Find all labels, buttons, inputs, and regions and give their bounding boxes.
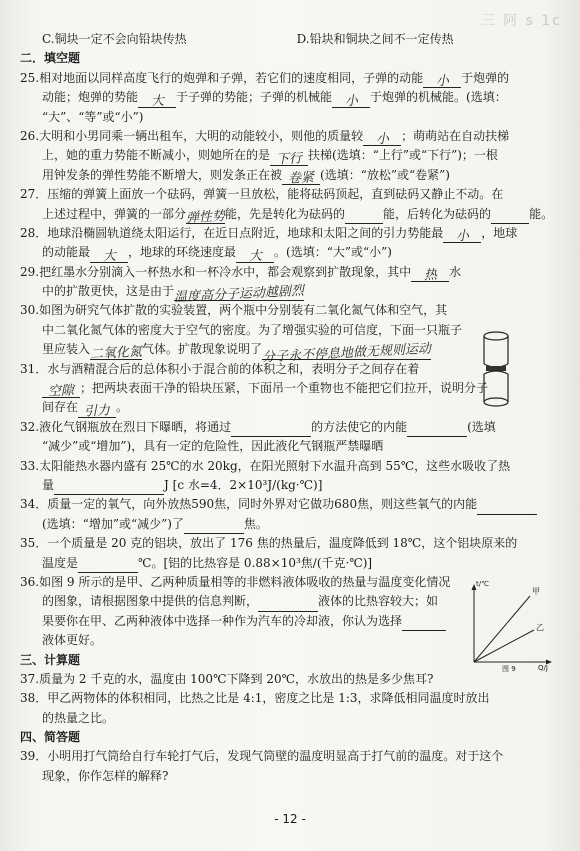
page-number: - 12 -	[274, 812, 306, 826]
handwritten-text: 引力	[83, 403, 111, 420]
question-text: 扶梯(选填：“上行”或“下行”)；一根	[308, 148, 498, 163]
handwritten-answer	[423, 72, 461, 88]
handwritten-answer	[411, 266, 449, 282]
answer-blank	[78, 557, 138, 573]
answer-blank	[491, 208, 529, 224]
line-q26-1	[20, 127, 560, 146]
handwritten-text: 空隙	[47, 383, 75, 401]
line-q33-2	[20, 476, 560, 495]
line-q37	[20, 670, 560, 689]
handwritten-text: 温度高分子运动越剧烈	[173, 284, 305, 306]
question-text: 能，先是转化为砝码的	[225, 206, 346, 221]
handwritten-answer	[270, 150, 308, 166]
question-text: 36.如图 9 所示的是甲、乙两种质量相等的非燃料液体吸收的热量与温度变化情况	[20, 574, 451, 589]
answer-blank	[54, 479, 164, 495]
answer-blank	[258, 596, 318, 612]
question-text: 能。	[529, 206, 554, 221]
line-q35-2	[20, 554, 560, 573]
question-text: 三、计算题	[20, 652, 81, 667]
handwritten-answer	[186, 208, 225, 224]
answer-blank	[402, 615, 446, 631]
question-text: 的热量之比。	[42, 710, 115, 725]
question-text: C.铜块一定不会向铅块传热	[42, 32, 187, 46]
question-text: 上，她的重力势能不断减小，则她所在的是	[42, 148, 271, 163]
line-q35-1	[20, 534, 560, 553]
question-text: 气体。扩散现象说明了	[142, 342, 263, 357]
question-text: 焦。	[243, 516, 268, 531]
handwritten-answer	[443, 227, 481, 243]
line-jia	[474, 596, 530, 662]
handwritten-text: 小	[455, 228, 470, 245]
handwritten-text: 大	[248, 248, 262, 265]
handwritten-text: 下行	[275, 151, 303, 168]
question-text: 用钟发条的弹性势能不断增大，则发条正在被	[42, 167, 283, 182]
line-q28-1	[20, 224, 560, 243]
handwritten-answer	[42, 382, 80, 401]
question-text: ℃。[铝的比热容是 0.88×10³焦/(千克·℃)]	[138, 555, 373, 570]
question-text: 现象，你作怎样的解释?	[42, 768, 169, 783]
answer-blank	[231, 421, 311, 437]
handwritten-text: 大	[102, 248, 116, 265]
question-text: D.铅块和铜块之间不一定传热	[296, 32, 454, 46]
figure-9-y-label: t/℃	[476, 580, 489, 588]
question-text: 动能；炮弹的势能	[42, 90, 139, 105]
answer-blank	[184, 518, 244, 534]
line-q29-1	[20, 263, 560, 282]
question-text: 39．小明用打气筒给自行车轮打气后，发现气筒壁的温度明显高于打气前的温度。对于这个	[20, 749, 504, 764]
question-text: 31．水与酒精混合后的总体积小于混合前的体积之和，表明分子之间存在着	[20, 361, 420, 376]
question-text: 的图象，请根据图象中提供的信息判断，	[42, 594, 259, 609]
answer-blank	[345, 208, 383, 224]
question-text: 28．地球沿椭圆轨道绕太阳运行，在近日点附近，地球和太阳之间的引力势能最	[20, 225, 444, 240]
question-text: 的方法使它的内能	[311, 419, 408, 434]
line-sec2	[20, 49, 560, 68]
question-text: (选填：“增加”或“减少”)了	[42, 516, 184, 531]
question-text: 于子弹的势能；子弹的机械能	[176, 90, 333, 105]
handwritten-text: 小	[344, 93, 358, 109]
question-text: 里应装入	[42, 342, 91, 357]
question-text: 中二氧化氮气体的密度大于空气的密度。为了增强实验的可信度，下面一只瓶子	[42, 322, 463, 337]
question-text: 的动能最	[42, 245, 91, 260]
handwritten-answer	[138, 92, 176, 108]
question-text: 液体的比热容较大；如	[318, 594, 439, 609]
line-q32-2	[20, 437, 560, 456]
question-text: 。	[116, 400, 129, 415]
question-text: 水	[449, 264, 462, 279]
answer-blank	[407, 421, 467, 437]
question-text: 液体更好。	[42, 633, 103, 648]
handwritten-answer	[261, 341, 432, 366]
question-text: 25.相对地面以同样高度飞行的炮弹和子弹，若它们的速度相同，子弹的动能	[20, 70, 424, 85]
handwritten-text: 热	[423, 267, 437, 284]
handwritten-answer	[89, 344, 143, 363]
line-q29-2	[20, 282, 560, 306]
question-text: ；把两块表面干净的铅块压紧，下面吊一个重物也不能把它们拉开，说明分子	[80, 381, 489, 396]
question-text: 温度是	[42, 555, 79, 570]
line-q25-1	[20, 69, 560, 88]
line-q39-2	[20, 767, 560, 786]
question-text: J [c 水=4．2×10³J/(kg·℃)]	[164, 477, 323, 492]
figure-9-x-label: Q/J	[538, 664, 548, 672]
question-text: 38．甲乙两物体的体积相同，比热之比是 4:1，密度之比是 1:3，求降低相同温度时放出	[20, 691, 490, 706]
question-text: “减少”或“增加”)，具有一定的危险性，因此液化气钢瓶严禁曝晒	[42, 439, 384, 454]
line-q39-1	[20, 747, 560, 766]
question-text: (选填	[467, 419, 496, 434]
line-q34-1	[20, 495, 560, 514]
line-q26-3	[20, 166, 560, 185]
question-text: 间存在	[42, 400, 79, 415]
figure-9-caption: 图 9	[502, 665, 516, 673]
question-text: 。(选填：“大”或“小”)	[274, 245, 392, 260]
handwritten-text: 小	[435, 73, 449, 90]
question-text: 果要你在甲、乙两种液体中选择一种作为汽车的冷却液，你认为选择	[42, 613, 403, 628]
question-text: ，地球	[481, 225, 518, 240]
line-q38-2	[20, 709, 560, 728]
line-q25-3	[20, 108, 560, 127]
question-text: 34．质量一定的氧气，向外放热590焦，同时外界对它做功680焦，则这些氧气的内能	[20, 497, 478, 512]
handwritten-answer	[363, 130, 401, 146]
handwritten-text: 小	[375, 132, 389, 148]
question-text: 上述过程中，弹簧的一部分	[42, 206, 187, 221]
handwritten-text: 分子永不停息地做无规则运动	[261, 341, 432, 366]
question-text: 37.质量为 2 千克的水，温度由 100℃下降到 20℃，水放出的热是多少焦耳?	[20, 671, 434, 686]
question-text: ，地球的环绕速度最	[128, 245, 237, 260]
line-opt-c-d	[20, 30, 560, 49]
line-q25-2	[20, 88, 560, 107]
line-q38-1	[20, 689, 560, 708]
question-text: 33.太阳能热水器内盛有 25℃的水 20kg，在阳光照射下水温升高到 55℃，这些水吸收了热	[20, 458, 511, 473]
corner-handwriting: 三 阿 s 1c	[480, 13, 562, 29]
diffusion-apparatus-figure	[476, 330, 516, 410]
handwritten-answer	[282, 169, 320, 185]
line-sec4	[20, 728, 560, 747]
line-q26-2	[20, 146, 560, 168]
line-q28-2	[20, 243, 560, 265]
question-text: 30.如图为研究气体扩散的实验装置，两个瓶中分别装有二氧化氮气体和空气，其	[20, 303, 448, 318]
handwritten-text: 弹性势	[185, 208, 226, 226]
question-text: 量	[42, 477, 55, 492]
figure-9	[462, 582, 558, 672]
line-q27-2	[20, 205, 560, 224]
line-q34-2	[20, 515, 560, 534]
figure-9-series-yi: 乙	[536, 623, 544, 632]
question-text: 中的扩散更快，这是由于	[42, 284, 175, 299]
handwritten-answer	[173, 284, 305, 306]
line-q33-1	[20, 457, 560, 476]
question-text: 于炮弹的机械能。(选填：	[370, 90, 507, 105]
question-text: 32.液化气钢瓶放在烈日下曝晒，将通过	[20, 419, 232, 434]
question-text: 四、简答题	[20, 730, 81, 745]
line-q30-1	[20, 301, 560, 320]
question-text: 26.大明和小男同乘一辆出租车，大明的动能较小，则他的质量较	[20, 128, 364, 143]
question-text: (选填：“放松”或“卷紧”)	[320, 167, 450, 182]
handwritten-answer	[90, 247, 128, 263]
handwritten-text: 卷紧	[287, 170, 315, 187]
question-text: “大”、“等”或“小”)	[42, 109, 144, 124]
question-text: 27．压缩的弹簧上面放一个砝码，弹簧一旦放松，能将砝码顶起，直到砝码又静止不动。在	[20, 187, 504, 202]
handwritten-text: 大	[150, 93, 164, 109]
figure-9-series-jia: 甲	[532, 587, 540, 596]
answer-blank	[477, 499, 537, 515]
question-text: 二．填空题	[20, 51, 81, 66]
question-text: 35．一个质量是 20 克的铝块，放出了 176 焦的热量后，温度降低到 18℃，这个铝块原来的	[20, 536, 518, 551]
question-text: ；萌萌站在自动扶梯	[401, 128, 510, 143]
question-text: 于炮弹的	[461, 70, 510, 85]
question-text: 29.把红墨水分别滴入一杯热水和一杯冷水中，都会观察到扩散现象，其中	[20, 264, 412, 279]
handwritten-text: 二氧化氮	[89, 344, 143, 363]
line-yi	[474, 630, 534, 662]
question-text: 能，后转化为砝码的	[383, 206, 492, 221]
handwritten-answer	[332, 92, 370, 108]
handwritten-answer	[78, 402, 116, 418]
handwritten-answer	[236, 247, 274, 263]
